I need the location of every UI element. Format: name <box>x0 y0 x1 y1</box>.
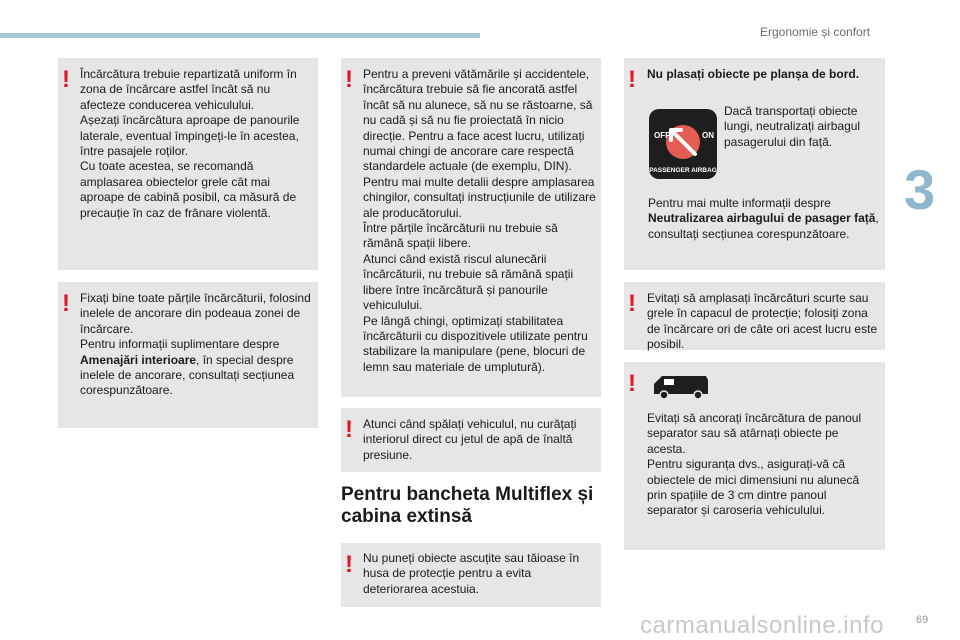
warning-text <box>363 417 595 463</box>
page-number: 69 <box>916 614 929 626</box>
warning-paragraph: Evitați să amplasați încărcături scurte sau grele în capacul de protecție; folosiți zona de încărcare ori de câte ori acest lucru este posibil. <box>647 291 878 352</box>
text-run: , în special despre inelele de ancorare, consultați secțiunea corespunzătoare. <box>80 352 295 398</box>
van-icon <box>650 372 710 400</box>
warning-icon: ! <box>628 370 636 397</box>
section-title: Ergonomie și confort <box>760 25 871 39</box>
chapter-number: 3 <box>904 158 936 221</box>
warning-paragraph: Nu puneți obiecte ascuțite sau tăioase în husa de protecție pentru a evita deteriorarea acestuia. <box>363 551 580 596</box>
text-run: Pentru mai multe informații despre <box>648 196 831 210</box>
badge-caption: PASSENGER AIRBAG <box>649 167 717 174</box>
warning-icon: ! <box>62 66 70 93</box>
passenger-airbag-off-icon <box>648 108 718 180</box>
warning-icon: ! <box>345 551 353 578</box>
warning-icon: ! <box>345 66 353 93</box>
warning-paragraph: Evitați să ancorați încărcătura de panoul separator sau să atârnați obiecte pe acesta. Pentru siguranța dvs., asigurați-vă că obiectele de mici dimensiuni nu alunecă prin spațiile de 3 cm dintre panoul separator și caroseria vehiculului. <box>647 411 862 518</box>
warning-icon: ! <box>62 290 70 317</box>
warning-icon: ! <box>628 66 636 93</box>
watermark: carmanualsonline.info <box>640 612 884 639</box>
warning-paragraph <box>80 291 312 399</box>
text-run: Fixați bine toate părțile încărcăturii, folosind inelele de ancorare din podeaua zonei de încărcare. Pentru informații suplimentare despre <box>80 291 311 352</box>
warning-text <box>647 411 879 519</box>
warning-icon: ! <box>345 416 353 443</box>
warning-title: Nu plasați obiecte pe planșa de bord. <box>647 67 860 81</box>
badge-on-label: ON <box>702 131 714 140</box>
warning-paragraph: Pentru a preveni vătămările și accidentele, încărcătura trebuie să fie ancorată astfel încât să nu alunece, să nu se răstoarne, să nu cadă și să nu fie proiectată în nicio direcție. Pentru a face acest lucru, utilizați numai chingi de ancorare care respectă standardele actuale (de exemplu, DIN). Pentru mai multe detalii despre amplasarea chingilor, consultați instrucțiunile de utilizare ale producătorului. Între părțile încărcăturii nu trebuie să rămână spații libere. Atunci când există riscul alunecării încărcăturii, nu trebuie să rămână spații libere între încărcătură și panourile vehiculului. Pe lângă chingi, optimizați stabilitatea încărcăturii cu dispozitivele utilizate pentru stabilizare la manipulare (pene, blocuri de lemn sau materiale de umplutură). <box>363 67 596 374</box>
airbag-note: Dacă transportați obiecte lungi, neutralizați airbagul pasagerului din față. <box>724 104 861 149</box>
warning-icon: ! <box>628 290 636 317</box>
section-reference[interactable]: Amenajări interioare <box>80 352 197 367</box>
header-accent-bar <box>0 33 480 38</box>
warning-text <box>647 291 879 353</box>
warning-paragraph: Atunci când spălați vehiculul, nu curățați interiorul direct cu jetul de apă de înaltă presiune. <box>363 417 577 462</box>
warning-text <box>363 67 599 375</box>
warning-paragraph: Încărcătura trebuie repartizată uniform în zona de încărcare astfel încât să nu afecteze conducerea vehiculului. Așezați încărcătura aproape de panourile laterale, eventual împingeți-le în acestea, între pasajele roților. Cu toate acestea, se recomandă amplasarea obiectelor grele cât mai aproape de cabină posibil, ca măsură de precauție în caz de frânare violentă. <box>80 67 300 220</box>
section-heading: Pentru bancheta Multiflex și cabina extinsă <box>341 484 594 527</box>
badge-off-label: OFF <box>654 131 670 140</box>
warning-paragraph <box>648 196 884 242</box>
section-reference[interactable]: Neutralizarea airbagului de pasager față <box>648 211 876 226</box>
text-run: , consultați secțiunea corespunzătoare. <box>648 211 879 241</box>
warning-text <box>363 551 595 597</box>
warning-text <box>80 291 312 399</box>
warning-text <box>80 67 312 221</box>
airbag-more-info <box>648 196 884 242</box>
